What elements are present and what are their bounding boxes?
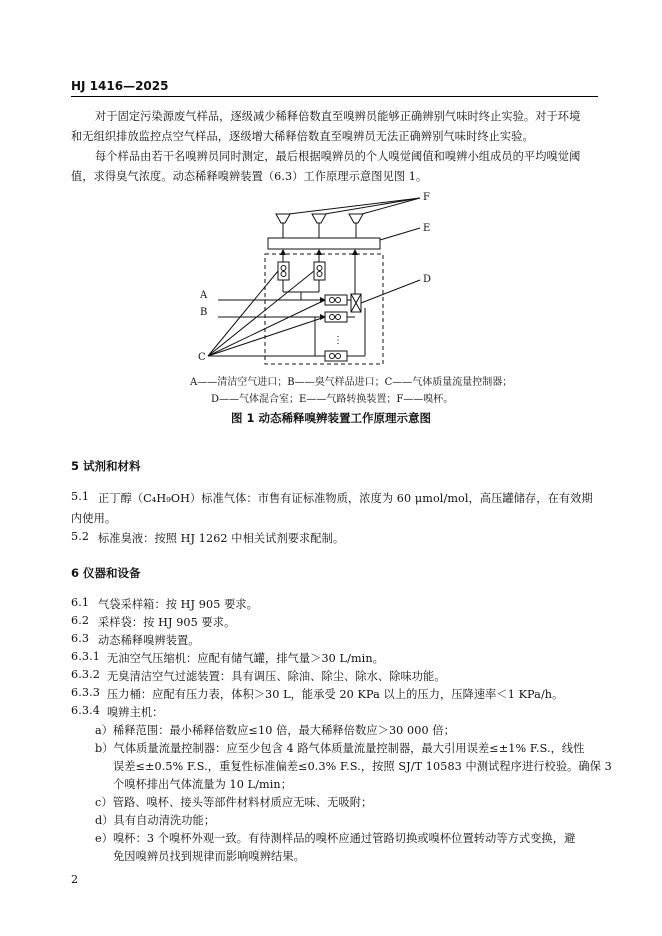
sniff-cup-3 xyxy=(349,214,363,238)
clause-6-1-number: 6.1 xyxy=(71,596,90,609)
clause-6-3-1-number: 6.3.1 xyxy=(71,650,100,663)
item-e-line1: e）嗅杯：3 个嗅杯外观一致。有待测样品的嗅杯应通过管路切换或嗅杯位置转动等方式变换，避 xyxy=(95,832,576,845)
clause-6-1-text: 气袋采样箱：按 HJ 905 要求。 xyxy=(98,598,258,611)
intro-p2-line1: 每个样品由若干名嗅辨员同时测定，最后根据嗅辨员的个人嗅觉阈值和嗅辨小组成员的平均嗅觉阈 xyxy=(95,150,581,163)
document-id: HJ 1416—2025 xyxy=(71,79,169,93)
label-c: C xyxy=(198,352,206,363)
figure-legend-line1: A——清洁空气进口；B——臭气样品进口；C——气体质量流量控制器； xyxy=(190,377,513,388)
header-rule xyxy=(71,96,598,97)
label-d: D xyxy=(423,274,432,285)
sniff-cup-2 xyxy=(312,214,326,238)
item-a: a）稀释范围：最小稀释倍数应≤10 倍，最大稀释倍数应＞30 000 倍； xyxy=(95,724,455,737)
clause-6-3-2-number: 6.3.2 xyxy=(71,668,100,681)
ellipsis-dots: ⋮ xyxy=(333,335,343,346)
clause-6-2-text: 采样袋：按 HJ 905 要求。 xyxy=(98,616,236,629)
intro-p1-line1: 对于固定污染源废气样品，逐级减少稀释倍数直至嗅辨员能够正确辨别气味时终止实验。对于环境 xyxy=(95,110,581,123)
clause-6-3-4-text: 嗅辨主机： xyxy=(107,706,164,719)
clause-6-3-4-number: 6.3.4 xyxy=(71,704,100,717)
item-d: d）具有自动清洗功能； xyxy=(95,814,216,827)
section-6-title: 6 仪器和设备 xyxy=(71,566,141,580)
clause-5-1-number: 5.1 xyxy=(71,490,90,503)
intro-p1-line2: 和无组织排放监控点空气样品，逐级增大稀释倍数直至嗅辨员无法正确辨别气味时终止实验。 xyxy=(71,130,534,143)
intro-p2-line2: 值，求得臭气浓度。动态稀释嗅辨装置（6.3）工作原理示意图见图 1。 xyxy=(71,170,428,183)
figure-legend-line2: D——气体混合室；E——气路转换装置；F——嗅杯。 xyxy=(211,394,454,405)
item-e-line2: 免因嗅辨员找到规律而影响嗅辨结果。 xyxy=(113,850,305,863)
item-b-line1: b）气体质量流量控制器：应至少包含 4 路气体质量流量控制器，最大引用误差≤±1% F.S.，线性 xyxy=(95,742,585,755)
clause-6-3-2-text: 无臭清洁空气过滤装置：具有调压、除油、除尘、除水、除味功能。 xyxy=(107,670,446,683)
clause-6-3-3-number: 6.3.3 xyxy=(71,686,100,699)
item-c: c）管路、嗅杯、接头等部件材料材质应无味、无吸附； xyxy=(95,796,373,809)
clause-5-1-line1: 正丁醇（C₄H₉OH）标准气体：市售有证标准物质，浓度为 60 μmol/mol，高压罐储存，在有效期 xyxy=(98,492,593,505)
page-number: 2 xyxy=(71,873,79,886)
section-5-title: 5 试剂和材料 xyxy=(71,459,141,473)
figure-1-schematic xyxy=(190,188,450,370)
clause-5-1-line2: 内使用。 xyxy=(71,512,117,525)
clause-6-3-text: 动态稀释嗅辨装置。 xyxy=(98,634,200,647)
label-f: F xyxy=(423,192,430,203)
item-b-line2: 误差≤±0.5% F.S.，重复性标准偏差≤0.3% F.S.，按照 SJ/T 10583 中测试程序进行校验。确保 3 xyxy=(113,760,612,773)
label-e: E xyxy=(423,223,431,234)
e-switch-device xyxy=(268,238,380,249)
item-b-line3: 个嗅杯排出气体流量为 10 L/min； xyxy=(113,778,293,791)
clause-6-2-number: 6.2 xyxy=(71,614,90,627)
figure-caption: 图 1 动态稀释嗅辨装置工作原理示意图 xyxy=(231,411,432,425)
clause-6-3-3-text: 压力桶：应配有压力表，体积＞30 L，能承受 20 KPa 以上的压力，压降速率＜1 KPa/h。 xyxy=(107,688,564,701)
clause-6-3-number: 6.3 xyxy=(71,632,90,645)
sniff-cup-1 xyxy=(276,214,290,238)
label-b: B xyxy=(200,307,208,318)
clause-5-2-text: 标准臭液：按照 HJ 1262 中相关试剂要求配制。 xyxy=(98,532,345,545)
clause-6-3-1-text: 无油空气压缩机：应配有储气罐，排气量＞30 L/min。 xyxy=(107,652,384,665)
label-a: A xyxy=(200,290,208,301)
clause-5-2-number: 5.2 xyxy=(71,530,90,543)
